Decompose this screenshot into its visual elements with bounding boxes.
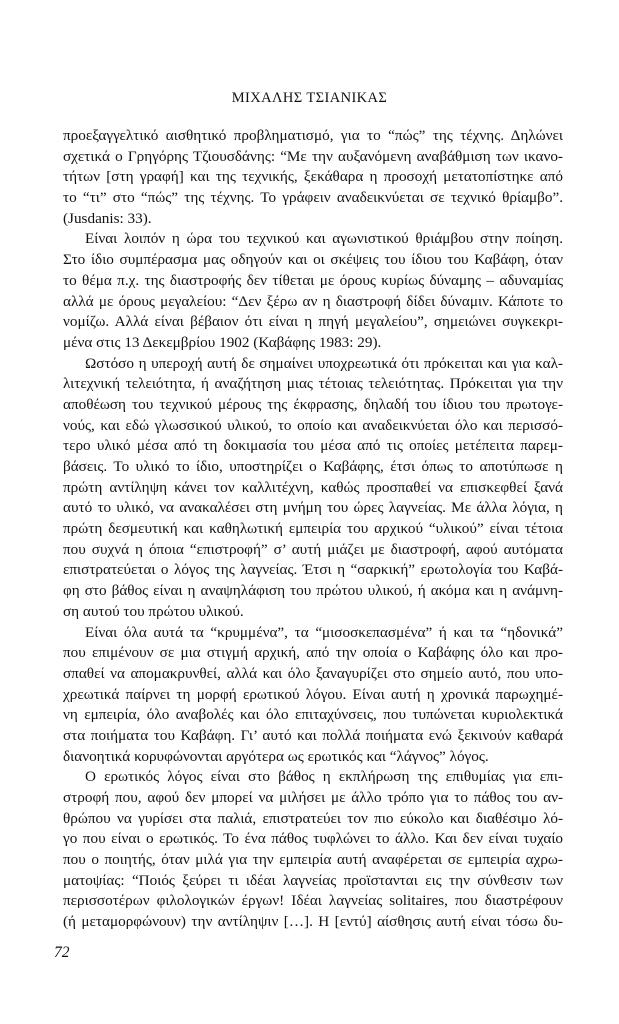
text-line: νη εμπειρία, όλο αναβολές και όλο επιταχύνσεις, που τυπώνεται κυριολεκτικά — [63, 706, 563, 724]
text-line: νούς, και εδώ γλωσσικού υλικού, το οποίο και αναδεικνύεται όλο και περισσό- — [63, 416, 563, 434]
text-line: πρώτη δεσμευτική και καθηλωτική εμπειρία του αρχικού “υλικού” είναι τέτοια — [63, 520, 563, 538]
text-line: που ο ποιητής, όταν μιλά για την εμπειρία αυτή αναφέρεται σε εμπειρία αχρω- — [63, 851, 563, 869]
text-line: γο που είναι ο ερωτικός. Το ένα πάθος τυφλώνει το άλλο. Και δεν είναι τυχαίο — [63, 830, 563, 848]
text-line: Ωστόσο η υπεροχή αυτή δε σημαίνει υποχρεωτικά ότι πρόκειται και για καλ- — [85, 354, 563, 372]
text-line: χρεωτικά παίρνει τη μορφή ερωτικού λόγου. Είναι αυτή η χρονικά παρωχημέ- — [63, 685, 563, 703]
text-line: σχετικά ο Γρηγόρης Τζιουσδάνης: “Με την αυξανόμενη αναβάθμιση των ικανο- — [63, 147, 563, 165]
text-line: που συχνά η όποια “επιστροφή” σ’ αυτή μιάζει με διαστροφή, αφού αυτόματα — [63, 540, 563, 558]
text-line: Στο ίδιο συμπέρασμα μας οδηγούν και οι σκέψεις του ίδιου του Καβάφη, όταν — [63, 251, 563, 269]
body-text — [63, 126, 563, 933]
paragraph — [63, 354, 563, 623]
paragraph — [63, 767, 563, 933]
page-number: 72 — [54, 944, 70, 961]
text-line: βάσεις. Το υλικό το ίδιο, υποστηρίζει ο Καβάφης, έτσι όπως το αποτύπωσε η — [63, 458, 563, 475]
text-line: Ο ερωτικός λόγος είναι στο βάθος η εκπλήρωση της επιθυμίας για επι- — [85, 768, 563, 786]
text-line: επιστρατεύεται ο λόγος της λαγνείας. Έτσι η “σαρκική” ερωτολογία του Καβά- — [63, 561, 563, 579]
text-line: περισσοτέρων φιλολογικών έργων! Ιδέαι λαγνείας solitaires, που διαστρέφουν — [63, 892, 563, 910]
text-line: διανοητικά κορυφώνονται αργότερα ως ερωτικός και “λάγνος” λόγος. — [63, 747, 489, 765]
text-line: τερο υλικό μέσα από τη δοκιμασία του μέσα από τις οποίες μετέπειτα παρεμ- — [63, 437, 563, 455]
text-line: ση αυτού του πρώτου υλικού. — [63, 602, 244, 620]
text-line: που επιμένουν σε μια στιγμή αρχική, από την οποία ο Καβάφης όλο και προ- — [63, 644, 563, 662]
text-line: ματοψίας: “Ποιός ξεύρει τι ιδέαι λαγνείας προϊστανται εις την σύνθεσιν των — [63, 871, 563, 889]
text-line: φη στο βάθος είναι η αναψηλάφιση του πρώτου υλικού, ή ακόμα και η ανάμνη- — [63, 582, 563, 600]
text-line: στροφή που, αφού δεν μπορεί να μιλήσει με άλλο τρόπο για το πάθος του αν- — [63, 789, 563, 806]
paragraph — [63, 229, 563, 353]
text-line: το θέμα π.χ. της διαστροφής δεν τίθεται με όρους κυρίως δύναμης – αδυναμίας — [63, 271, 563, 289]
running-head: ΜΙΧΑΛΗΣ ΤΣΙΑΝΙΚΑΣ — [231, 90, 388, 106]
text-line: θρώπου να γυρίσει στα παλιά, επιστρατεύει τον πιο εύκολο και διαθέσιμο λό- — [63, 809, 563, 827]
text-line: τήτων [στη γραφή] και της τεχνικής, ξεκάθαρα η προσοχή μετατοπίστηκε από — [63, 168, 563, 186]
text-line: πρώτη αντίληψη κάνει τον καλλιτέχνη, καθώς προσπαθεί να επισκεφθεί ξανά — [63, 478, 563, 496]
paragraph — [63, 623, 563, 768]
text-line: αλλά με όρους μεγαλείου: “Δεν ξέρω αν η διαστροφή δίδει δύναμιν. Κάποτε το — [63, 292, 563, 310]
text-line: αποθέωση του τεχνικού μέρους της έκφρασης, δηλαδή του ίδιου του πρωτογε- — [63, 395, 563, 413]
text-line: λιτεχνική τελειότητα, ή αναζήτηση μιας τέτοιας τελειότητας. Πρόκειται για την — [63, 375, 563, 393]
text-line: μένα στις 13 Δεκεμβρίου 1902 (Καβάφης 1983: 29). — [63, 333, 382, 351]
text-line: (Jusdanis: 33). — [63, 209, 152, 227]
text-line: το “τι” στο “πώς” της τέχνης. Το γράφειν αναδεικνύεται σε τεχνικό θρίαμβο”. — [63, 189, 563, 207]
text-line: (ή μεταμορφώνουν) την αντίληψιν […]. Η [εντύ] αίσθησις αυτή είναι τόσω δυ- — [63, 913, 563, 931]
text-line: Είναι λοιπόν η ώρα του τεχνικού και αγωνιστικού θριάμβου στην ποίηση. — [85, 230, 563, 248]
text-line: αυτό το υλικό, να ανακαλέσει στη μνήμη του ώρες λαγνείας. Με άλλα λόγια, η — [63, 499, 563, 517]
text-line: Είναι όλα αυτά τα “κρυμμένα”, τα “μισοσκεπασμένα” ή και τα “ηδονικά” — [85, 623, 563, 641]
text-line: σπαθεί να απομακρυνθεί, αλλά και όλο ξαναγυρίζει στο σημείο αυτό, που υπο- — [63, 664, 563, 682]
paragraph — [63, 126, 563, 229]
text-line: στα ποιήματα του Καβάφη. Γι’ αυτό και πολλά ποιήματα ενώ ξεκινούν καθαρά — [63, 726, 563, 744]
text-line: νομίζω. Αλλά είναι βέβαιον ότι είναι η πηγή μεγαλείου”, σημειώνει συγκεκρι- — [63, 313, 563, 331]
text-line: προεξαγγελτικό αισθητικό προβληματισμό, για το “πώς” της τέχνης. Δηλώνει — [63, 127, 563, 144]
